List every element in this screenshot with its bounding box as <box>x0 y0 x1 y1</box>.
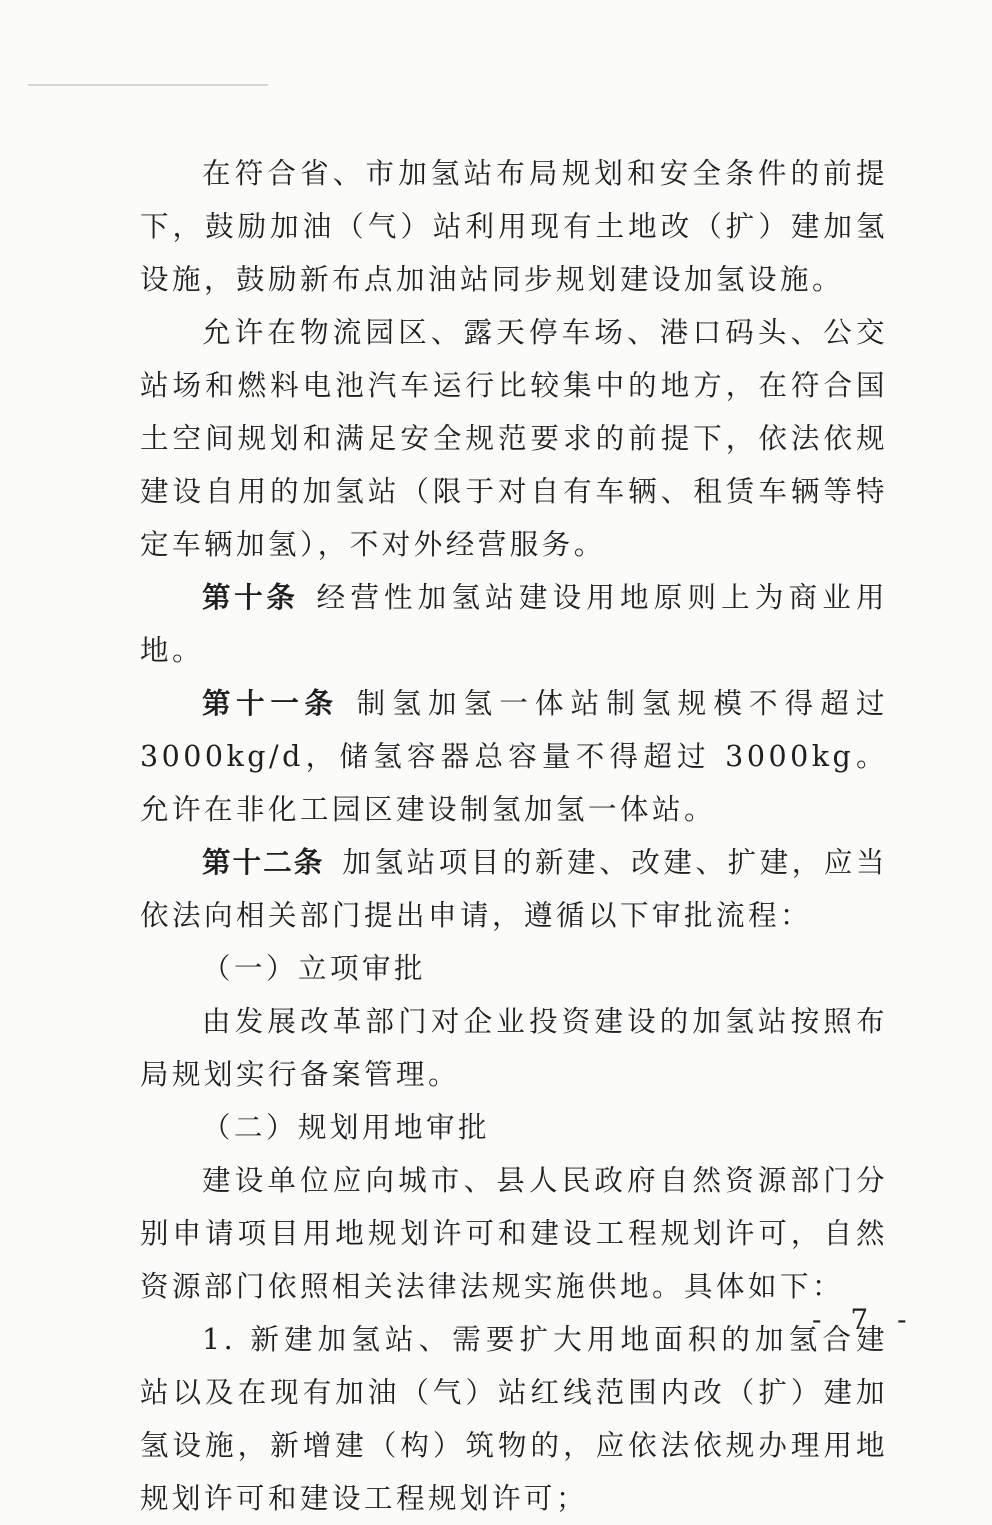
paragraph-text: （二）规划用地审批 <box>202 1111 491 1144</box>
paragraph-text: 建设单位应向城市、县人民政府自然资源部门分别申请项目用地规划许可和建设工程规划许可，自然资源部门依照相关法律法规实施供地。具体如下： <box>140 1164 888 1303</box>
paragraph-10 <box>140 1313 888 1525</box>
paragraph-2 <box>140 306 888 571</box>
paragraph-text: 在符合省、市加氢站布局规划和安全条件的前提下，鼓励加油（气）站利用现有土地改（扩）建加氢设施，鼓励新布点加油站同步规划建设加氢设施。 <box>140 157 888 296</box>
paragraph-text: 经营性加氢站建设用地原则上为商业用地。 <box>140 581 888 667</box>
paragraph-text: 由发展改革部门对企业投资建设的加氢站按照布局规划实行备案管理。 <box>140 1005 888 1091</box>
paragraph-text: 1. 新建加氢站、需要扩大用地面积的加氢合建站以及在现有加油（气）站红线范围内改（扩）建加氢设施，新增建（构）筑物的，应依法依规办理用地规划许可和建设工程规划许可； <box>140 1323 888 1515</box>
article-heading: 第十一条 <box>202 687 339 720</box>
article-heading: 第十条 <box>202 581 299 614</box>
paragraph-text: 加氢站项目的新建、改建、扩建，应当依法向相关部门提出申请，遵循以下审批流程： <box>140 846 888 932</box>
page-number: - 7 - <box>812 1303 917 1336</box>
paragraph-1 <box>140 147 888 306</box>
article-11 <box>140 677 888 836</box>
paragraph-text: （一）立项审批 <box>202 952 427 985</box>
paragraph-text: 制氢加氢一体站制氢规模不得超过 3000kg/d，储氢容器总容量不得超过 3000kg。允许在非化工园区建设制氢加氢一体站。 <box>140 687 888 826</box>
section-heading-2 <box>140 1101 888 1154</box>
document-body <box>140 147 888 1525</box>
article-heading: 第十二条 <box>202 846 325 879</box>
paragraph-9 <box>140 1154 888 1313</box>
paragraph-text: 允许在物流园区、露天停车场、港口码头、公交站场和燃料电池汽车运行比较集中的地方，在符合国土空间规划和满足安全规范要求的前提下，依法依规建设自用的加氢站（限于对自有车辆、租赁车辆等特定车辆加氢），不对外经营服务。 <box>140 316 888 561</box>
section-heading-1 <box>140 942 888 995</box>
article-10 <box>140 571 888 677</box>
paragraph-7 <box>140 995 888 1101</box>
scan-artifact-line <box>28 84 268 86</box>
article-12 <box>140 836 888 942</box>
